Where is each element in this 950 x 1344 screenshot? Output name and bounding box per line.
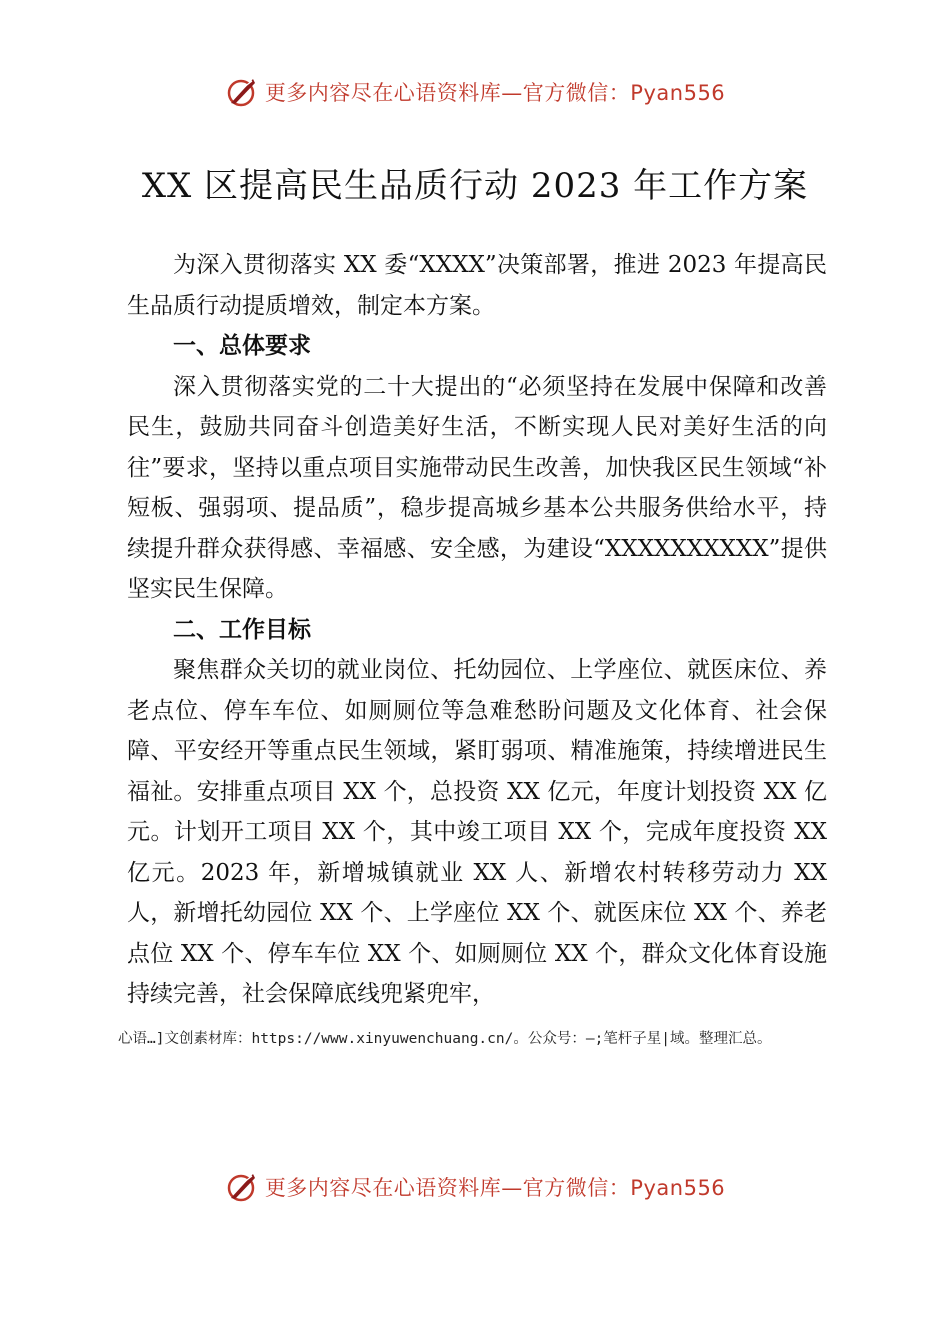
watermark-banner-bottom bbox=[0, 1167, 950, 1207]
quill-logo-icon bbox=[225, 1170, 259, 1204]
intro-paragraph: 为深入贯彻落实 XX 委“XXXX”决策部署，推进 2023 年提高民生品质行动提质增效，制定本方案。 bbox=[127, 252, 827, 319]
section-heading-work-goals: 二、工作目标 bbox=[173, 616, 311, 643]
watermark-text: 更多内容尽在心语资料库—官方微信：Pyan556 bbox=[264, 1176, 726, 1200]
watermark-text: 更多内容尽在心语资料库—官方微信：Pyan556 bbox=[264, 81, 726, 105]
section1-paragraph: 深入贯彻落实党的二十大提出的“必须坚持在发展中保障和改善民生，鼓励共同奋斗创造美好生活，不断实现人民对美好生活的向往”要求，坚持以重点项目实施带动民生改善，加快我区民生领域“补短板、强弱项、提品质”，稳步提高城乡基本公共服务供给水平，持续提升群众获得感、幸福感、安全感，为建设“XXXXXXXXXX”提供坚实民生保障。 bbox=[127, 373, 827, 602]
section-heading-overall-requirements: 一、总体要求 bbox=[173, 333, 311, 359]
source-footnote: 心语…]文创素材库：https://www.xinyuwenchuang.cn/。公众号：—;笔杆子星|域。整理汇总。 bbox=[118, 1031, 772, 1047]
section2-paragraph: 聚焦群众关切的就业岗位、托幼园位、上学座位、就医床位、养老点位、停车车位、如厕厕位等急难愁盼问题及文化体育、社会保障、平安经开等重点民生领域，紧盯弱项、精准施策，持续增进民生福祉。安排重点项目 XX 个，总投资 XX 亿元，年度计划投资 XX 亿元。计划开工项目 XX 个，其中竣工项目 XX 个，完成年度投资 XX 亿元。2023 年，新增城镇就业 XX 人、新增农村转移劳动力 XX 人，新增托幼园位 XX 个、上学座位 XX 个、就医床位 XX 个、养老点位 XX 个、停车车位 XX 个、如厕厕位 XX 个，群众文化体育设施持续完善，社会保障底线兜紧兜牢， bbox=[127, 657, 827, 1007]
watermark-banner-top bbox=[0, 72, 950, 112]
document-title: XX 区提高民生品质行动 2023 年工作方案 bbox=[141, 166, 809, 206]
quill-logo-icon bbox=[225, 75, 259, 109]
document-body bbox=[127, 245, 827, 1015]
